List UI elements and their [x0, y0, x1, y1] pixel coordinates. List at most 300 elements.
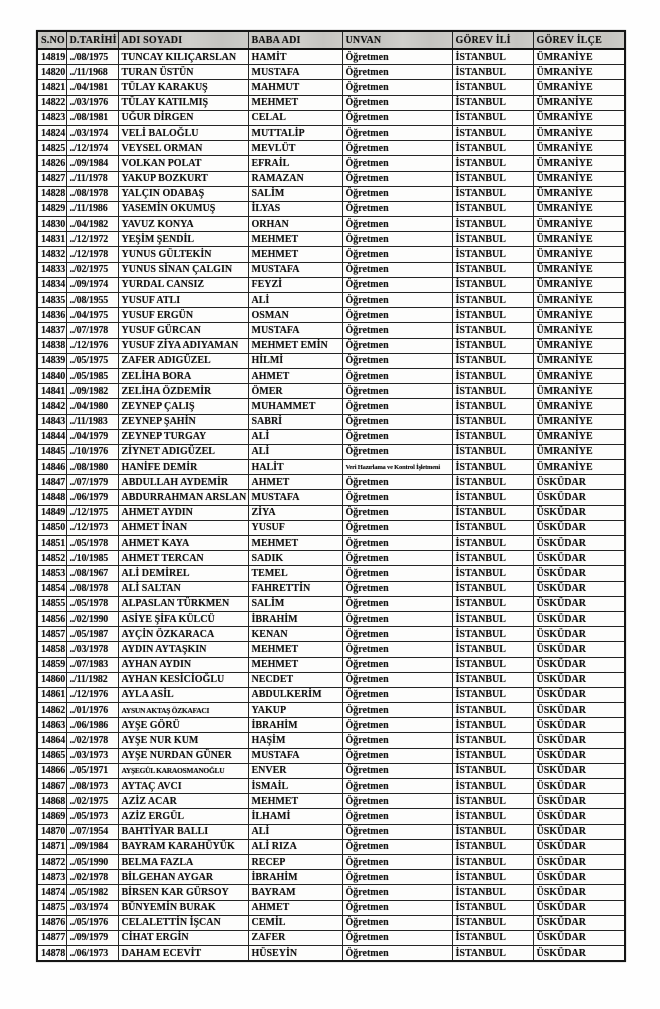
- column-header-father: BABA ADI: [248, 31, 342, 49]
- cell-date: ../12/1972: [66, 232, 118, 247]
- cell-ilce: ÜSKÜDAR: [533, 794, 625, 809]
- cell-ili: İSTANBUL: [452, 687, 533, 702]
- table-row: [37, 642, 625, 657]
- cell-date: ../03/1973: [66, 748, 118, 763]
- cell-name: BÜNYEMİN BURAK: [118, 900, 248, 915]
- cell-name: YUSUF ATLI: [118, 293, 248, 308]
- cell-date: ../04/1982: [66, 217, 118, 232]
- cell-date: ../05/1976: [66, 915, 118, 930]
- cell-sno: 14821: [37, 80, 66, 95]
- cell-unvan: Öğretmen: [342, 444, 452, 459]
- cell-father: CELAL: [248, 110, 342, 125]
- cell-sno: 14830: [37, 217, 66, 232]
- cell-unvan: Öğretmen: [342, 520, 452, 535]
- cell-father: MEHMET: [248, 794, 342, 809]
- cell-name: AHMET İNAN: [118, 520, 248, 535]
- cell-name: TÜLAY KATILMIŞ: [118, 95, 248, 110]
- cell-ili: İSTANBUL: [452, 839, 533, 854]
- cell-sno: 14875: [37, 900, 66, 915]
- cell-unvan: Öğretmen: [342, 353, 452, 368]
- cell-father: MEHMET: [248, 95, 342, 110]
- cell-father: AHMET: [248, 368, 342, 383]
- cell-sno: 14874: [37, 885, 66, 900]
- cell-ilce: ÜSKÜDAR: [533, 870, 625, 885]
- cell-sno: 14866: [37, 763, 66, 778]
- cell-date: ../11/1986: [66, 201, 118, 216]
- cell-father: TEMEL: [248, 566, 342, 581]
- cell-unvan: Öğretmen: [342, 110, 452, 125]
- cell-name: CELALETTİN İŞCAN: [118, 915, 248, 930]
- cell-sno: 14867: [37, 779, 66, 794]
- cell-father: ALİ: [248, 444, 342, 459]
- cell-ilce: ÜMRANİYE: [533, 156, 625, 171]
- cell-ili: İSTANBUL: [452, 444, 533, 459]
- cell-ilce: ÜSKÜDAR: [533, 946, 625, 962]
- cell-ilce: ÜMRANİYE: [533, 399, 625, 414]
- cell-name: UĞUR DİRGEN: [118, 110, 248, 125]
- cell-ilce: ÜMRANİYE: [533, 460, 625, 475]
- cell-ili: İSTANBUL: [452, 308, 533, 323]
- cell-ili: İSTANBUL: [452, 429, 533, 444]
- cell-unvan: Öğretmen: [342, 505, 452, 520]
- cell-sno: 14823: [37, 110, 66, 125]
- table-row: [37, 156, 625, 171]
- cell-date: ../11/1978: [66, 171, 118, 186]
- cell-ili: İSTANBUL: [452, 232, 533, 247]
- table-row: [37, 733, 625, 748]
- cell-date: ../11/1968: [66, 65, 118, 80]
- cell-name: YALÇIN ODABAŞ: [118, 186, 248, 201]
- cell-ilce: ÜMRANİYE: [533, 125, 625, 140]
- table-row: [37, 581, 625, 596]
- cell-ilce: ÜMRANİYE: [533, 65, 625, 80]
- cell-ili: İSTANBUL: [452, 748, 533, 763]
- cell-date: ../10/1976: [66, 444, 118, 459]
- cell-name: AHMET AYDIN: [118, 505, 248, 520]
- cell-unvan: Öğretmen: [342, 657, 452, 672]
- cell-ili: İSTANBUL: [452, 65, 533, 80]
- cell-unvan: Öğretmen: [342, 763, 452, 778]
- cell-ilce: ÜSKÜDAR: [533, 748, 625, 763]
- cell-ilce: ÜMRANİYE: [533, 186, 625, 201]
- cell-date: ../02/1978: [66, 870, 118, 885]
- cell-sno: 14864: [37, 733, 66, 748]
- cell-father: İLHAMİ: [248, 809, 342, 824]
- table-row: [37, 186, 625, 201]
- cell-ilce: ÜSKÜDAR: [533, 551, 625, 566]
- cell-sno: 14847: [37, 475, 66, 490]
- cell-father: SADIK: [248, 551, 342, 566]
- cell-date: ../03/1974: [66, 125, 118, 140]
- cell-name: AYDIN AYTAŞKIN: [118, 642, 248, 657]
- table-row: [37, 277, 625, 292]
- cell-father: ZAFER: [248, 930, 342, 945]
- cell-father: NECDET: [248, 672, 342, 687]
- cell-name: AYŞE NUR KUM: [118, 733, 248, 748]
- cell-date: ../02/1975: [66, 794, 118, 809]
- cell-father: HİLMİ: [248, 353, 342, 368]
- cell-name: VOLKAN POLAT: [118, 156, 248, 171]
- cell-ili: İSTANBUL: [452, 794, 533, 809]
- cell-ili: İSTANBUL: [452, 201, 533, 216]
- column-header-unvan: UNVAN: [342, 31, 452, 49]
- table-row: [37, 293, 625, 308]
- cell-ilce: ÜMRANİYE: [533, 323, 625, 338]
- cell-ilce: ÜSKÜDAR: [533, 520, 625, 535]
- cell-father: ALİ: [248, 824, 342, 839]
- cell-date: ../09/1974: [66, 277, 118, 292]
- cell-date: ../10/1985: [66, 551, 118, 566]
- table-row: [37, 353, 625, 368]
- cell-ilce: ÜSKÜDAR: [533, 763, 625, 778]
- table-row: [37, 475, 625, 490]
- cell-father: MEHMET: [248, 536, 342, 551]
- cell-sno: 14825: [37, 141, 66, 156]
- cell-father: MUSTAFA: [248, 748, 342, 763]
- cell-date: ../09/1979: [66, 930, 118, 945]
- cell-ili: İSTANBUL: [452, 171, 533, 186]
- cell-name: ASİYE ŞİFA KÜLCÜ: [118, 611, 248, 626]
- cell-unvan: Öğretmen: [342, 399, 452, 414]
- cell-ilce: ÜMRANİYE: [533, 308, 625, 323]
- cell-ili: İSTANBUL: [452, 946, 533, 962]
- cell-unvan: Öğretmen: [342, 900, 452, 915]
- cell-father: MEHMET: [248, 642, 342, 657]
- cell-date: ../09/1984: [66, 156, 118, 171]
- table-row: [37, 703, 625, 718]
- cell-ilce: ÜSKÜDAR: [533, 718, 625, 733]
- cell-sno: 14871: [37, 839, 66, 854]
- cell-ili: İSTANBUL: [452, 915, 533, 930]
- cell-ilce: ÜMRANİYE: [533, 80, 625, 95]
- cell-name: VELİ BALOĞLU: [118, 125, 248, 140]
- cell-father: SALİM: [248, 596, 342, 611]
- cell-ili: İSTANBUL: [452, 611, 533, 626]
- cell-unvan: Öğretmen: [342, 596, 452, 611]
- table-row: [37, 779, 625, 794]
- cell-name: AYHAN KESİCİOĞLU: [118, 672, 248, 687]
- column-header-sno: S.NO: [37, 31, 66, 49]
- cell-name: YAVUZ KONYA: [118, 217, 248, 232]
- cell-father: ORHAN: [248, 217, 342, 232]
- cell-father: MEHMET EMİN: [248, 338, 342, 353]
- cell-date: ../07/1979: [66, 475, 118, 490]
- cell-ili: İSTANBUL: [452, 323, 533, 338]
- cell-ili: İSTANBUL: [452, 414, 533, 429]
- cell-name: YUNUS GÜLTEKİN: [118, 247, 248, 262]
- cell-sno: 14848: [37, 490, 66, 505]
- cell-ilce: ÜMRANİYE: [533, 338, 625, 353]
- table-row: [37, 839, 625, 854]
- cell-ilce: ÜMRANİYE: [533, 293, 625, 308]
- cell-name: YAKUP BOZKURT: [118, 171, 248, 186]
- cell-ili: İSTANBUL: [452, 368, 533, 383]
- cell-ili: İSTANBUL: [452, 536, 533, 551]
- cell-father: İLYAS: [248, 201, 342, 216]
- cell-name: BAYRAM KARAHÜYÜK: [118, 839, 248, 854]
- cell-unvan: Öğretmen: [342, 293, 452, 308]
- cell-father: İBRAHİM: [248, 611, 342, 626]
- cell-unvan: Öğretmen: [342, 733, 452, 748]
- cell-date: ../12/1978: [66, 247, 118, 262]
- table-row: [37, 687, 625, 702]
- cell-sno: 14859: [37, 657, 66, 672]
- cell-father: HAŞİM: [248, 733, 342, 748]
- cell-ili: İSTANBUL: [452, 156, 533, 171]
- cell-sno: 14827: [37, 171, 66, 186]
- cell-ilce: ÜSKÜDAR: [533, 824, 625, 839]
- cell-ili: İSTANBUL: [452, 110, 533, 125]
- cell-name: TURAN ÜSTÜN: [118, 65, 248, 80]
- cell-date: ../09/1984: [66, 839, 118, 854]
- cell-sno: 14840: [37, 368, 66, 383]
- cell-ili: İSTANBUL: [452, 596, 533, 611]
- cell-unvan: Öğretmen: [342, 201, 452, 216]
- table-row: [37, 49, 625, 65]
- cell-ili: İSTANBUL: [452, 566, 533, 581]
- cell-ili: İSTANBUL: [452, 338, 533, 353]
- table-row: [37, 247, 625, 262]
- cell-father: ÖMER: [248, 384, 342, 399]
- cell-sno: 14858: [37, 642, 66, 657]
- cell-name: BİRSEN KAR GÜRSOY: [118, 885, 248, 900]
- cell-date: ../02/1990: [66, 611, 118, 626]
- table-row: [37, 217, 625, 232]
- table-row: [37, 748, 625, 763]
- table-row: [37, 672, 625, 687]
- table-row: [37, 885, 625, 900]
- cell-father: MEHMET: [248, 657, 342, 672]
- cell-father: MEVLÜT: [248, 141, 342, 156]
- cell-name: YUSUF ERGÜN: [118, 308, 248, 323]
- cell-ilce: ÜMRANİYE: [533, 368, 625, 383]
- cell-ili: İSTANBUL: [452, 49, 533, 65]
- cell-sno: 14873: [37, 870, 66, 885]
- table-row: [37, 444, 625, 459]
- cell-unvan: Öğretmen: [342, 627, 452, 642]
- cell-unvan: Öğretmen: [342, 338, 452, 353]
- cell-sno: 14846: [37, 460, 66, 475]
- cell-date: ../04/1975: [66, 308, 118, 323]
- table-row: [37, 368, 625, 383]
- cell-unvan: Öğretmen: [342, 429, 452, 444]
- table-row: [37, 551, 625, 566]
- cell-unvan: Öğretmen: [342, 125, 452, 140]
- cell-ilce: ÜSKÜDAR: [533, 839, 625, 854]
- cell-unvan: Öğretmen: [342, 672, 452, 687]
- cell-father: RECEP: [248, 854, 342, 869]
- cell-sno: 14834: [37, 277, 66, 292]
- cell-sno: 14828: [37, 186, 66, 201]
- cell-sno: 14820: [37, 65, 66, 80]
- cell-sno: 14837: [37, 323, 66, 338]
- cell-sno: 14853: [37, 566, 66, 581]
- cell-ilce: ÜSKÜDAR: [533, 915, 625, 930]
- cell-name: AYLA ASİL: [118, 687, 248, 702]
- cell-ilce: ÜSKÜDAR: [533, 657, 625, 672]
- cell-father: İBRAHİM: [248, 870, 342, 885]
- cell-sno: 14877: [37, 930, 66, 945]
- table-row: [37, 824, 625, 839]
- cell-unvan: Öğretmen: [342, 384, 452, 399]
- cell-sno: 14851: [37, 536, 66, 551]
- cell-name: YASEMİN OKUMUŞ: [118, 201, 248, 216]
- cell-father: MUHAMMET: [248, 399, 342, 414]
- cell-name: AHMET KAYA: [118, 536, 248, 551]
- cell-father: MEHMET: [248, 232, 342, 247]
- cell-date: ../08/1978: [66, 581, 118, 596]
- cell-unvan: Öğretmen: [342, 156, 452, 171]
- cell-sno: 14856: [37, 611, 66, 626]
- cell-unvan: Öğretmen: [342, 611, 452, 626]
- cell-ili: İSTANBUL: [452, 353, 533, 368]
- cell-ili: İSTANBUL: [452, 186, 533, 201]
- table-row: [37, 308, 625, 323]
- cell-ili: İSTANBUL: [452, 809, 533, 824]
- table-row: [37, 870, 625, 885]
- cell-date: ../07/1978: [66, 323, 118, 338]
- cell-sno: 14824: [37, 125, 66, 140]
- cell-unvan: Öğretmen: [342, 368, 452, 383]
- cell-father: RAMAZAN: [248, 171, 342, 186]
- cell-ilce: ÜMRANİYE: [533, 49, 625, 65]
- cell-ilce: ÜSKÜDAR: [533, 642, 625, 657]
- cell-ili: İSTANBUL: [452, 505, 533, 520]
- cell-name: ZELİHA BORA: [118, 368, 248, 383]
- cell-date: ../12/1974: [66, 141, 118, 156]
- cell-ili: İSTANBUL: [452, 520, 533, 535]
- cell-ili: İSTANBUL: [452, 718, 533, 733]
- cell-sno: 14868: [37, 794, 66, 809]
- cell-unvan: Öğretmen: [342, 581, 452, 596]
- table-row: [37, 232, 625, 247]
- cell-unvan: Öğretmen: [342, 839, 452, 854]
- cell-father: MUSTAFA: [248, 262, 342, 277]
- cell-ili: İSTANBUL: [452, 247, 533, 262]
- cell-unvan: Öğretmen: [342, 186, 452, 201]
- cell-unvan: Öğretmen: [342, 490, 452, 505]
- cell-unvan: Öğretmen: [342, 642, 452, 657]
- cell-ili: İSTANBUL: [452, 490, 533, 505]
- cell-date: ../12/1975: [66, 505, 118, 520]
- cell-sno: 14852: [37, 551, 66, 566]
- cell-father: OSMAN: [248, 308, 342, 323]
- cell-sno: 14860: [37, 672, 66, 687]
- cell-unvan: Öğretmen: [342, 171, 452, 186]
- cell-date: ../01/1976: [66, 703, 118, 718]
- cell-date: ../06/1973: [66, 946, 118, 962]
- cell-sno: 14839: [37, 353, 66, 368]
- table-row: [37, 718, 625, 733]
- cell-unvan: Öğretmen: [342, 277, 452, 292]
- cell-ili: İSTANBUL: [452, 930, 533, 945]
- cell-unvan: Veri Hazırlama ve Kontrol İşletmeni: [342, 460, 452, 475]
- cell-sno: 14878: [37, 946, 66, 962]
- cell-sno: 14876: [37, 915, 66, 930]
- table-row: [37, 627, 625, 642]
- cell-name: VEYSEL ORMAN: [118, 141, 248, 156]
- cell-date: ../12/1973: [66, 520, 118, 535]
- cell-sno: 14855: [37, 596, 66, 611]
- table-row: [37, 384, 625, 399]
- cell-sno: 14861: [37, 687, 66, 702]
- cell-name: ZAFER ADIGÜZEL: [118, 353, 248, 368]
- table-row: [37, 338, 625, 353]
- cell-name: DAHAM ECEVİT: [118, 946, 248, 962]
- table-body: [37, 49, 625, 961]
- cell-sno: 14857: [37, 627, 66, 642]
- table-row: [37, 794, 625, 809]
- cell-ili: İSTANBUL: [452, 627, 533, 642]
- cell-ili: İSTANBUL: [452, 657, 533, 672]
- cell-unvan: Öğretmen: [342, 854, 452, 869]
- cell-date: ../05/1975: [66, 353, 118, 368]
- cell-name: ZEYNEP ŞAHİN: [118, 414, 248, 429]
- table-row: [37, 536, 625, 551]
- cell-ilce: ÜSKÜDAR: [533, 900, 625, 915]
- cell-name: ALPASLAN TÜRKMEN: [118, 596, 248, 611]
- cell-father: ALİ: [248, 429, 342, 444]
- cell-ilce: ÜSKÜDAR: [533, 687, 625, 702]
- table-row: [37, 110, 625, 125]
- cell-date: ../03/1976: [66, 95, 118, 110]
- cell-father: MEHMET: [248, 247, 342, 262]
- cell-date: ../08/1981: [66, 110, 118, 125]
- cell-ilce: ÜMRANİYE: [533, 110, 625, 125]
- cell-unvan: Öğretmen: [342, 262, 452, 277]
- cell-unvan: Öğretmen: [342, 65, 452, 80]
- cell-sno: 14833: [37, 262, 66, 277]
- cell-father: HÜSEYİN: [248, 946, 342, 962]
- cell-unvan: Öğretmen: [342, 414, 452, 429]
- cell-ili: İSTANBUL: [452, 125, 533, 140]
- cell-sno: 14844: [37, 429, 66, 444]
- column-header-name: ADI SOYADI: [118, 31, 248, 49]
- cell-father: ZİYA: [248, 505, 342, 520]
- cell-unvan: Öğretmen: [342, 80, 452, 95]
- cell-name: ZEYNEP TURGAY: [118, 429, 248, 444]
- cell-date: ../02/1978: [66, 733, 118, 748]
- cell-ili: İSTANBUL: [452, 672, 533, 687]
- cell-name: AHMET TERCAN: [118, 551, 248, 566]
- cell-unvan: Öğretmen: [342, 703, 452, 718]
- table-row: [37, 125, 625, 140]
- table-row: [37, 763, 625, 778]
- cell-unvan: Öğretmen: [342, 809, 452, 824]
- cell-ilce: ÜSKÜDAR: [533, 505, 625, 520]
- cell-ili: İSTANBUL: [452, 277, 533, 292]
- cell-date: ../08/1967: [66, 566, 118, 581]
- cell-name: ZİYNET ADIGÜZEL: [118, 444, 248, 459]
- cell-name: ABDURRAHMAN ARSLAN: [118, 490, 248, 505]
- table-row: [37, 171, 625, 186]
- cell-ilce: ÜSKÜDAR: [533, 536, 625, 551]
- cell-unvan: Öğretmen: [342, 946, 452, 962]
- cell-date: ../05/1971: [66, 763, 118, 778]
- cell-ilce: ÜSKÜDAR: [533, 672, 625, 687]
- cell-unvan: Öğretmen: [342, 323, 452, 338]
- cell-name: BELMA FAZLA: [118, 854, 248, 869]
- cell-date: ../06/1979: [66, 490, 118, 505]
- cell-name: TUNCAY KILIÇARSLAN: [118, 49, 248, 65]
- cell-father: İSMAİL: [248, 779, 342, 794]
- cell-sno: 14835: [37, 293, 66, 308]
- table-row: [37, 915, 625, 930]
- table-row: [37, 930, 625, 945]
- cell-father: KENAN: [248, 627, 342, 642]
- cell-unvan: Öğretmen: [342, 779, 452, 794]
- cell-unvan: Öğretmen: [342, 475, 452, 490]
